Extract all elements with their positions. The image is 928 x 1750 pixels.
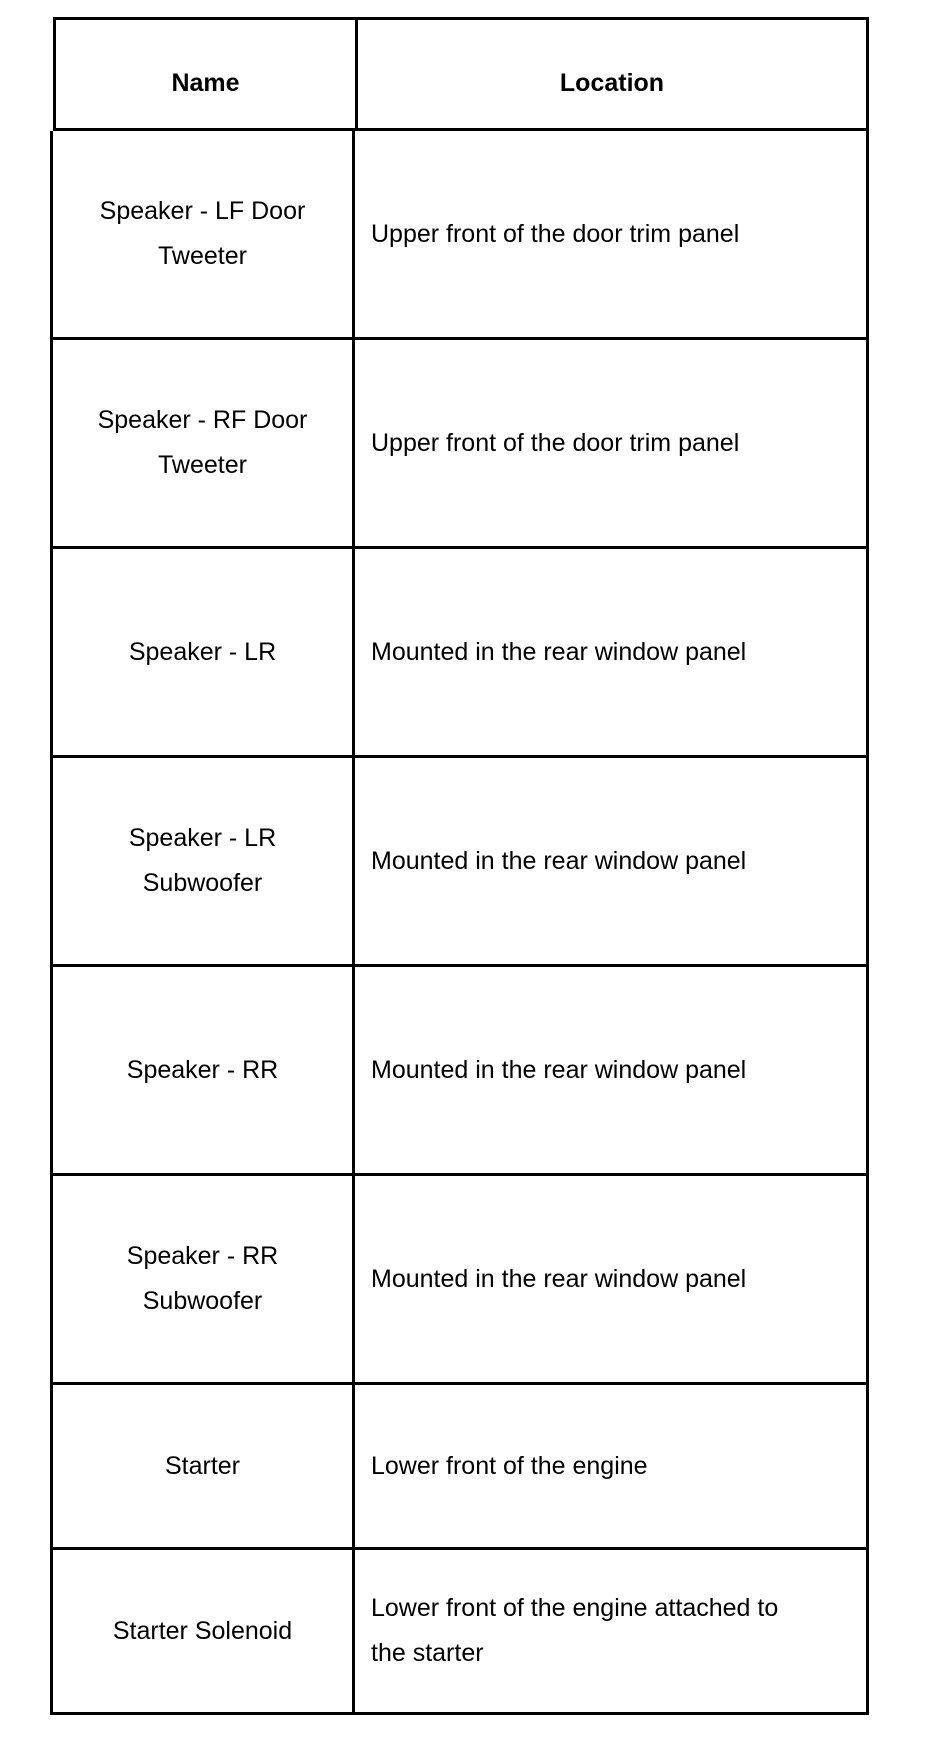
table-row (53, 1176, 866, 1385)
row-location: Mounted in the rear window panel (371, 846, 747, 875)
row-location: Upper front of the door trim panel (371, 428, 740, 457)
row-location: Mounted in the rear window panel (371, 637, 747, 666)
table-header-row (53, 17, 869, 131)
row-name: Speaker - LF Door Tweeter (53, 131, 355, 337)
row-name: Starter Solenoid (53, 1550, 355, 1712)
component-location-table (53, 17, 869, 1715)
row-name: Speaker - RR Subwoofer (53, 1176, 355, 1382)
table-body (50, 131, 869, 1715)
table-row (53, 1550, 866, 1715)
table-row (53, 549, 866, 758)
table-row (53, 1385, 866, 1550)
row-name: Speaker - RF Door Tweeter (53, 340, 355, 546)
header-location: Location (559, 68, 665, 97)
row-name: Speaker - LR (53, 549, 355, 755)
table-row (53, 967, 866, 1176)
row-location: Upper front of the door trim panel (371, 219, 740, 248)
row-location: Mounted in the rear window panel (371, 1055, 747, 1084)
row-location: Lower front of the engine (371, 1451, 648, 1480)
row-location: Mounted in the rear window panel (371, 1264, 747, 1293)
row-location: Lower front of the engine attached to the starter (371, 1594, 779, 1667)
table-row (53, 131, 866, 340)
table-row (53, 340, 866, 549)
table-row (53, 758, 866, 967)
row-name: Speaker - RR (53, 967, 355, 1173)
row-name: Starter (53, 1385, 355, 1547)
row-name: Speaker - LR Subwoofer (53, 758, 355, 964)
header-name: Name (56, 20, 358, 128)
